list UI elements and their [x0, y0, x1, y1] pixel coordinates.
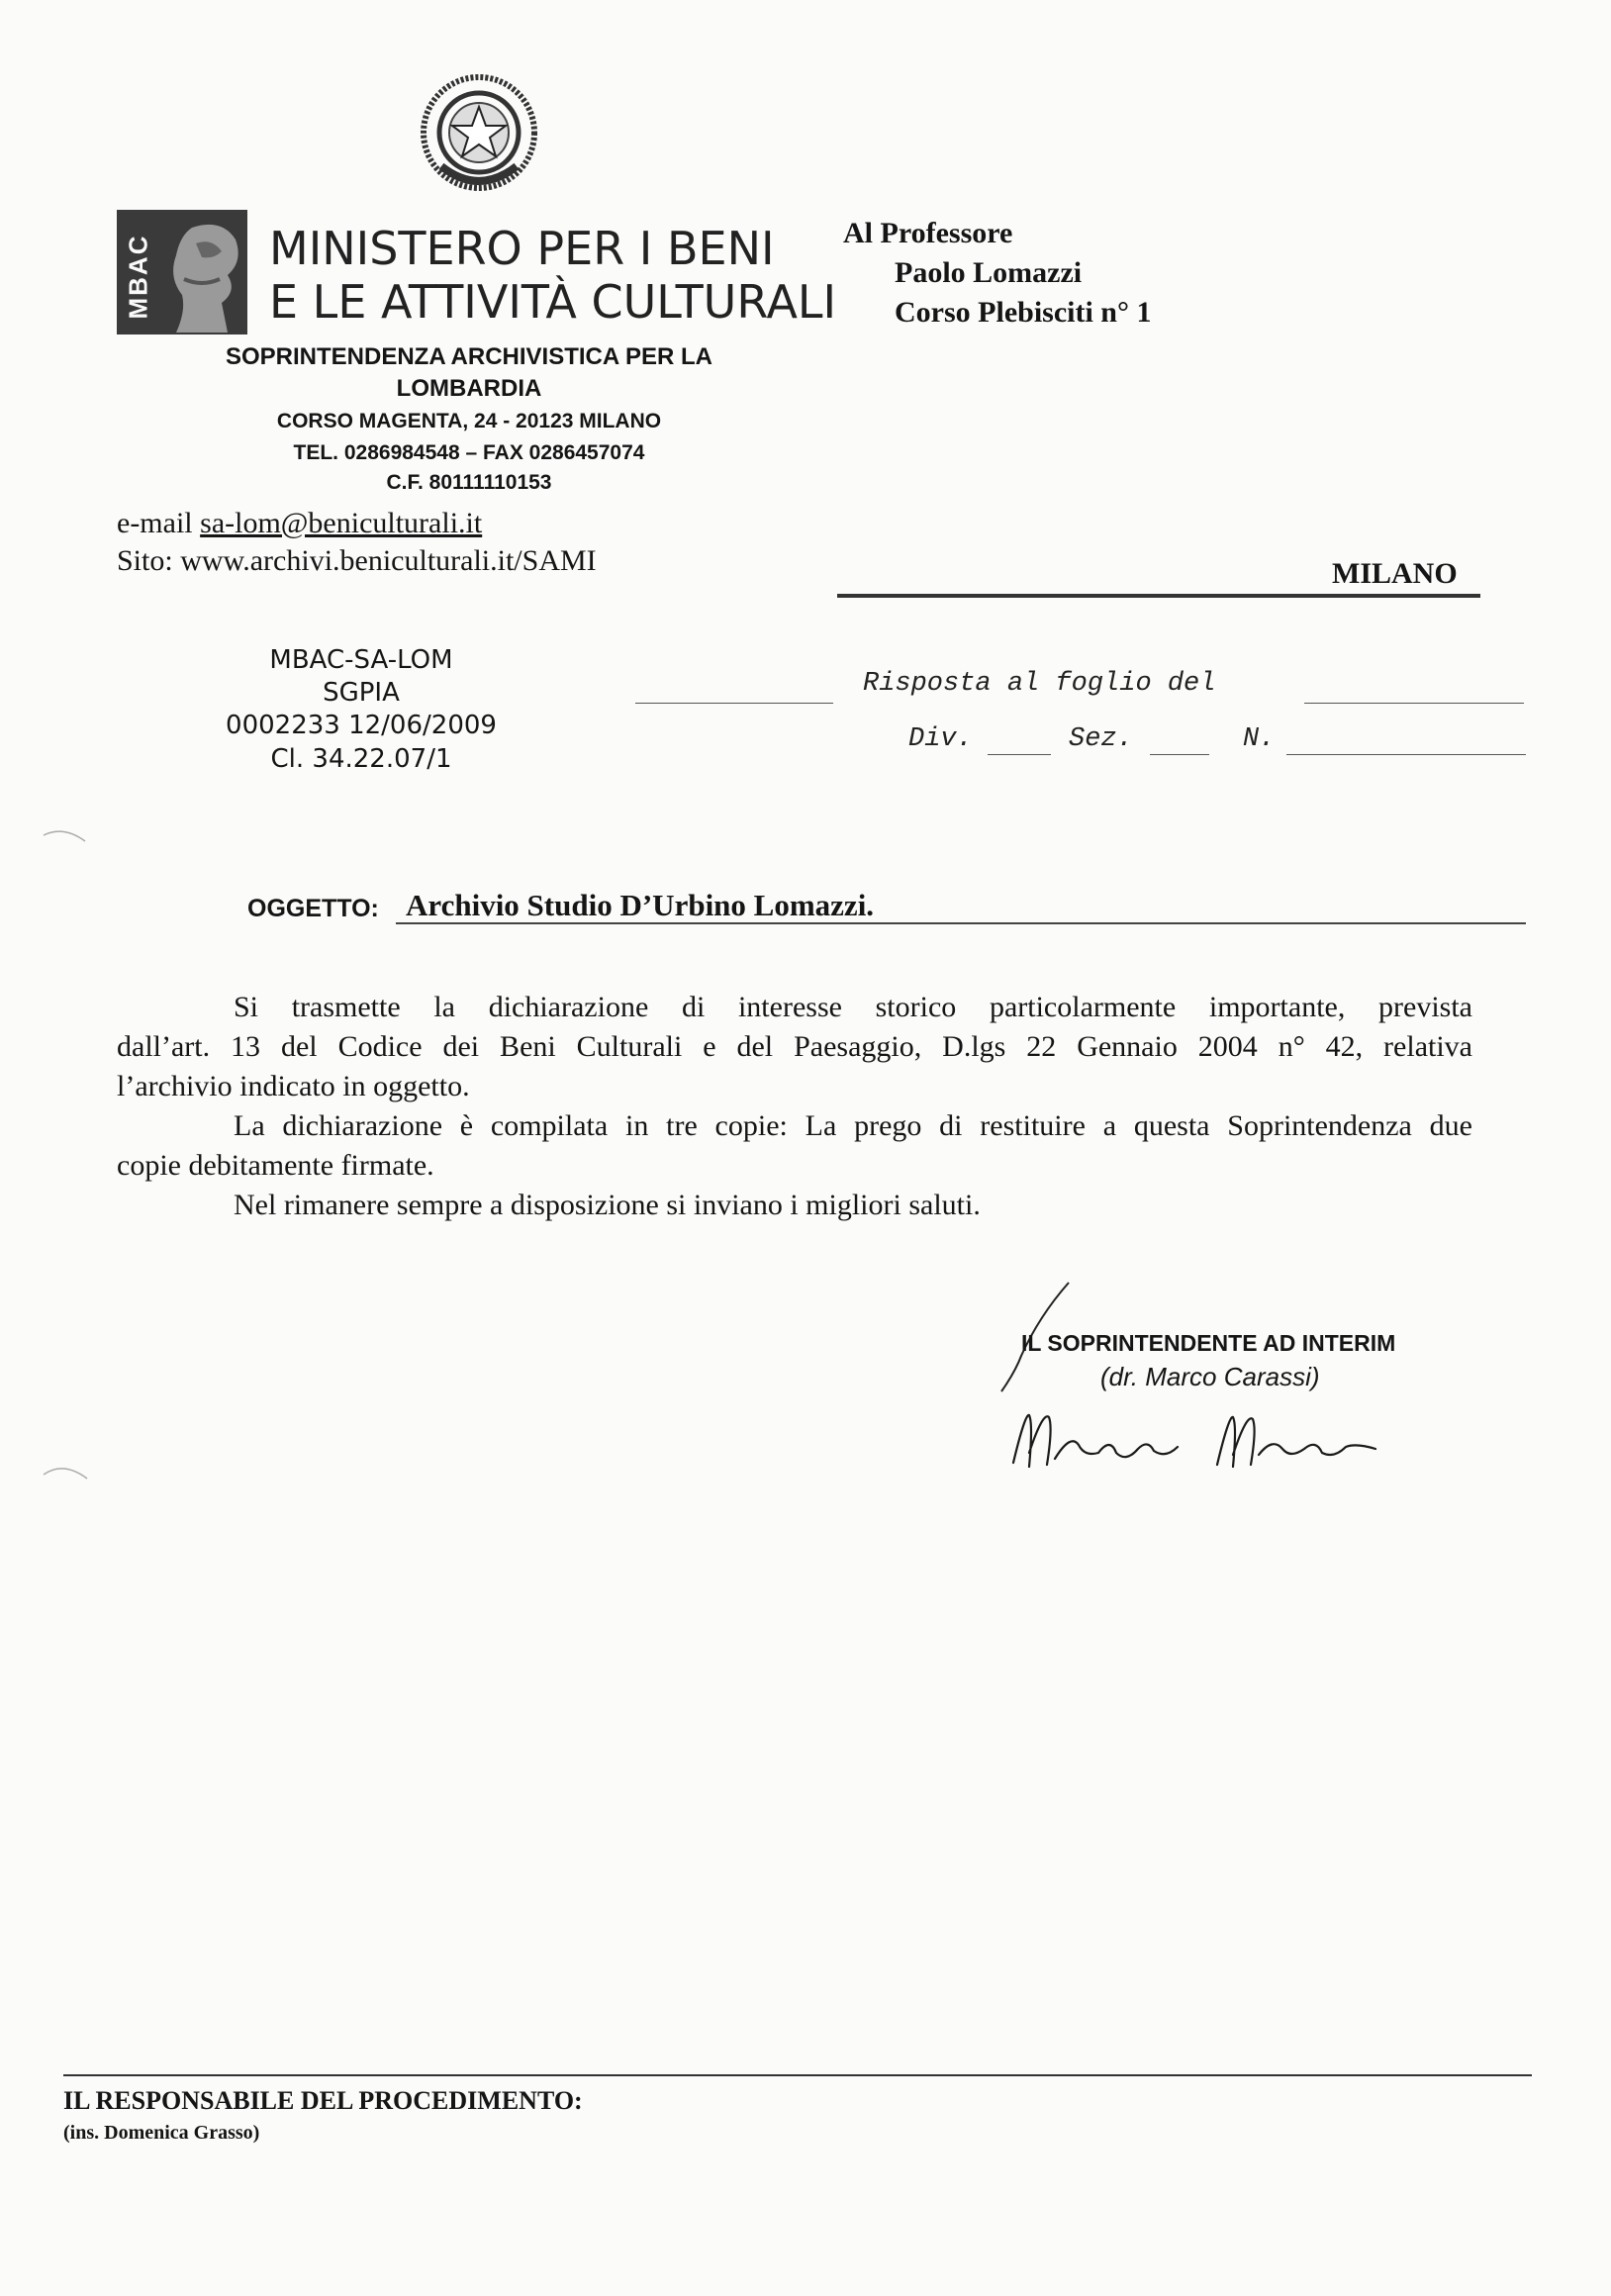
protocol-line-1: MBAC-SA-LOM	[269, 645, 453, 675]
signatory-title: IL SOPRINTENDENTE AD INTERIM	[1021, 1330, 1396, 1356]
addressee-line-1: Al Professore	[843, 217, 1013, 249]
republic-emblem-icon	[414, 71, 544, 200]
signatory-name: (dr. Marco Carassi)	[1100, 1362, 1320, 1391]
reply-label: Risposta al foglio del	[863, 669, 1216, 699]
addressee-line-2: Paolo Lomazzi	[895, 256, 1083, 289]
sez-label: Sez.	[1069, 724, 1133, 754]
footer-divider	[63, 2074, 1532, 2076]
responsible-label: IL RESPONSABILE DEL PROCEDIMENTO:	[63, 2086, 583, 2115]
protocol-line-2: SGPIA	[323, 678, 400, 708]
statue-head-icon	[162, 218, 245, 333]
body-paragraph-1-line-1: Si trasmette la dichiarazione di interesse storico particolarmente importante, prevista	[234, 991, 1472, 1023]
body-paragraph-1-line-3: l’archivio indicato in oggetto.	[117, 1070, 470, 1102]
responsible-name: (ins. Domenica Grasso)	[63, 2122, 260, 2144]
website-line: Sito: www.archivi.beniculturali.it/SAMI	[117, 544, 597, 577]
n-blank	[1286, 754, 1526, 755]
subject-label: OGGETTO:	[247, 895, 379, 922]
body-paragraph-2-line-1: La dichiarazione è compilata in tre copie: La prego di restituire a questa Soprintendenza due	[234, 1109, 1472, 1142]
body-paragraph-3-line-1: Nel rimanere sempre a disposizione si inviano i migliori saluti.	[234, 1189, 981, 1221]
scan-artifact	[40, 821, 99, 851]
div-label: Div.	[908, 724, 973, 754]
email-row	[117, 507, 482, 540]
office-address: CORSO MAGENTA, 24 - 20123 MILANO	[276, 410, 662, 432]
city-divider	[837, 594, 1480, 598]
email-label: e-mail	[117, 507, 193, 539]
email-link[interactable]: sa-lom@beniculturali.it	[200, 507, 483, 539]
city: MILANO	[1332, 557, 1458, 590]
office-phone-fax: TEL. 0286984548 – FAX 0286457074	[293, 441, 645, 464]
n-label: N.	[1243, 724, 1276, 754]
div-blank	[988, 754, 1051, 755]
reply-blank-1	[635, 703, 833, 704]
sez-blank	[1150, 754, 1209, 755]
body-paragraph-1-line-2: dall’art. 13 del Codice dei Beni Culturali e del Paesaggio, D.lgs 22 Gennaio 2004 n° 42, relativa	[117, 1030, 1472, 1063]
protocol-line-3: 0002233 12/06/2009	[226, 711, 497, 740]
body-paragraph-2-line-2: copie debitamente firmate.	[117, 1149, 434, 1182]
scan-artifact	[40, 1455, 99, 1484]
handwritten-signature	[999, 1393, 1395, 1483]
mbac-logo	[117, 210, 247, 335]
ministry-name-line-2: E LE ATTIVITÀ CULTURALI	[269, 275, 837, 329]
reply-blank-2	[1304, 703, 1524, 704]
subject-text: Archivio Studio D’Urbino Lomazzi.	[406, 888, 875, 922]
protocol-line-4: Cl. 34.22.07/1	[270, 744, 452, 774]
addressee-line-3: Corso Plebisciti n° 1	[895, 296, 1152, 329]
office-name-line-2: LOMBARDIA	[396, 375, 542, 402]
ministry-name-line-1: MINISTERO PER I BENI	[269, 222, 775, 275]
office-name-line-1: SOPRINTENDENZA ARCHIVISTICA PER LA	[225, 343, 713, 370]
subject-underline	[396, 922, 1526, 924]
office-tax-code: C.F. 80111110153	[386, 471, 552, 494]
mbac-abbr: MBAC	[123, 234, 153, 320]
